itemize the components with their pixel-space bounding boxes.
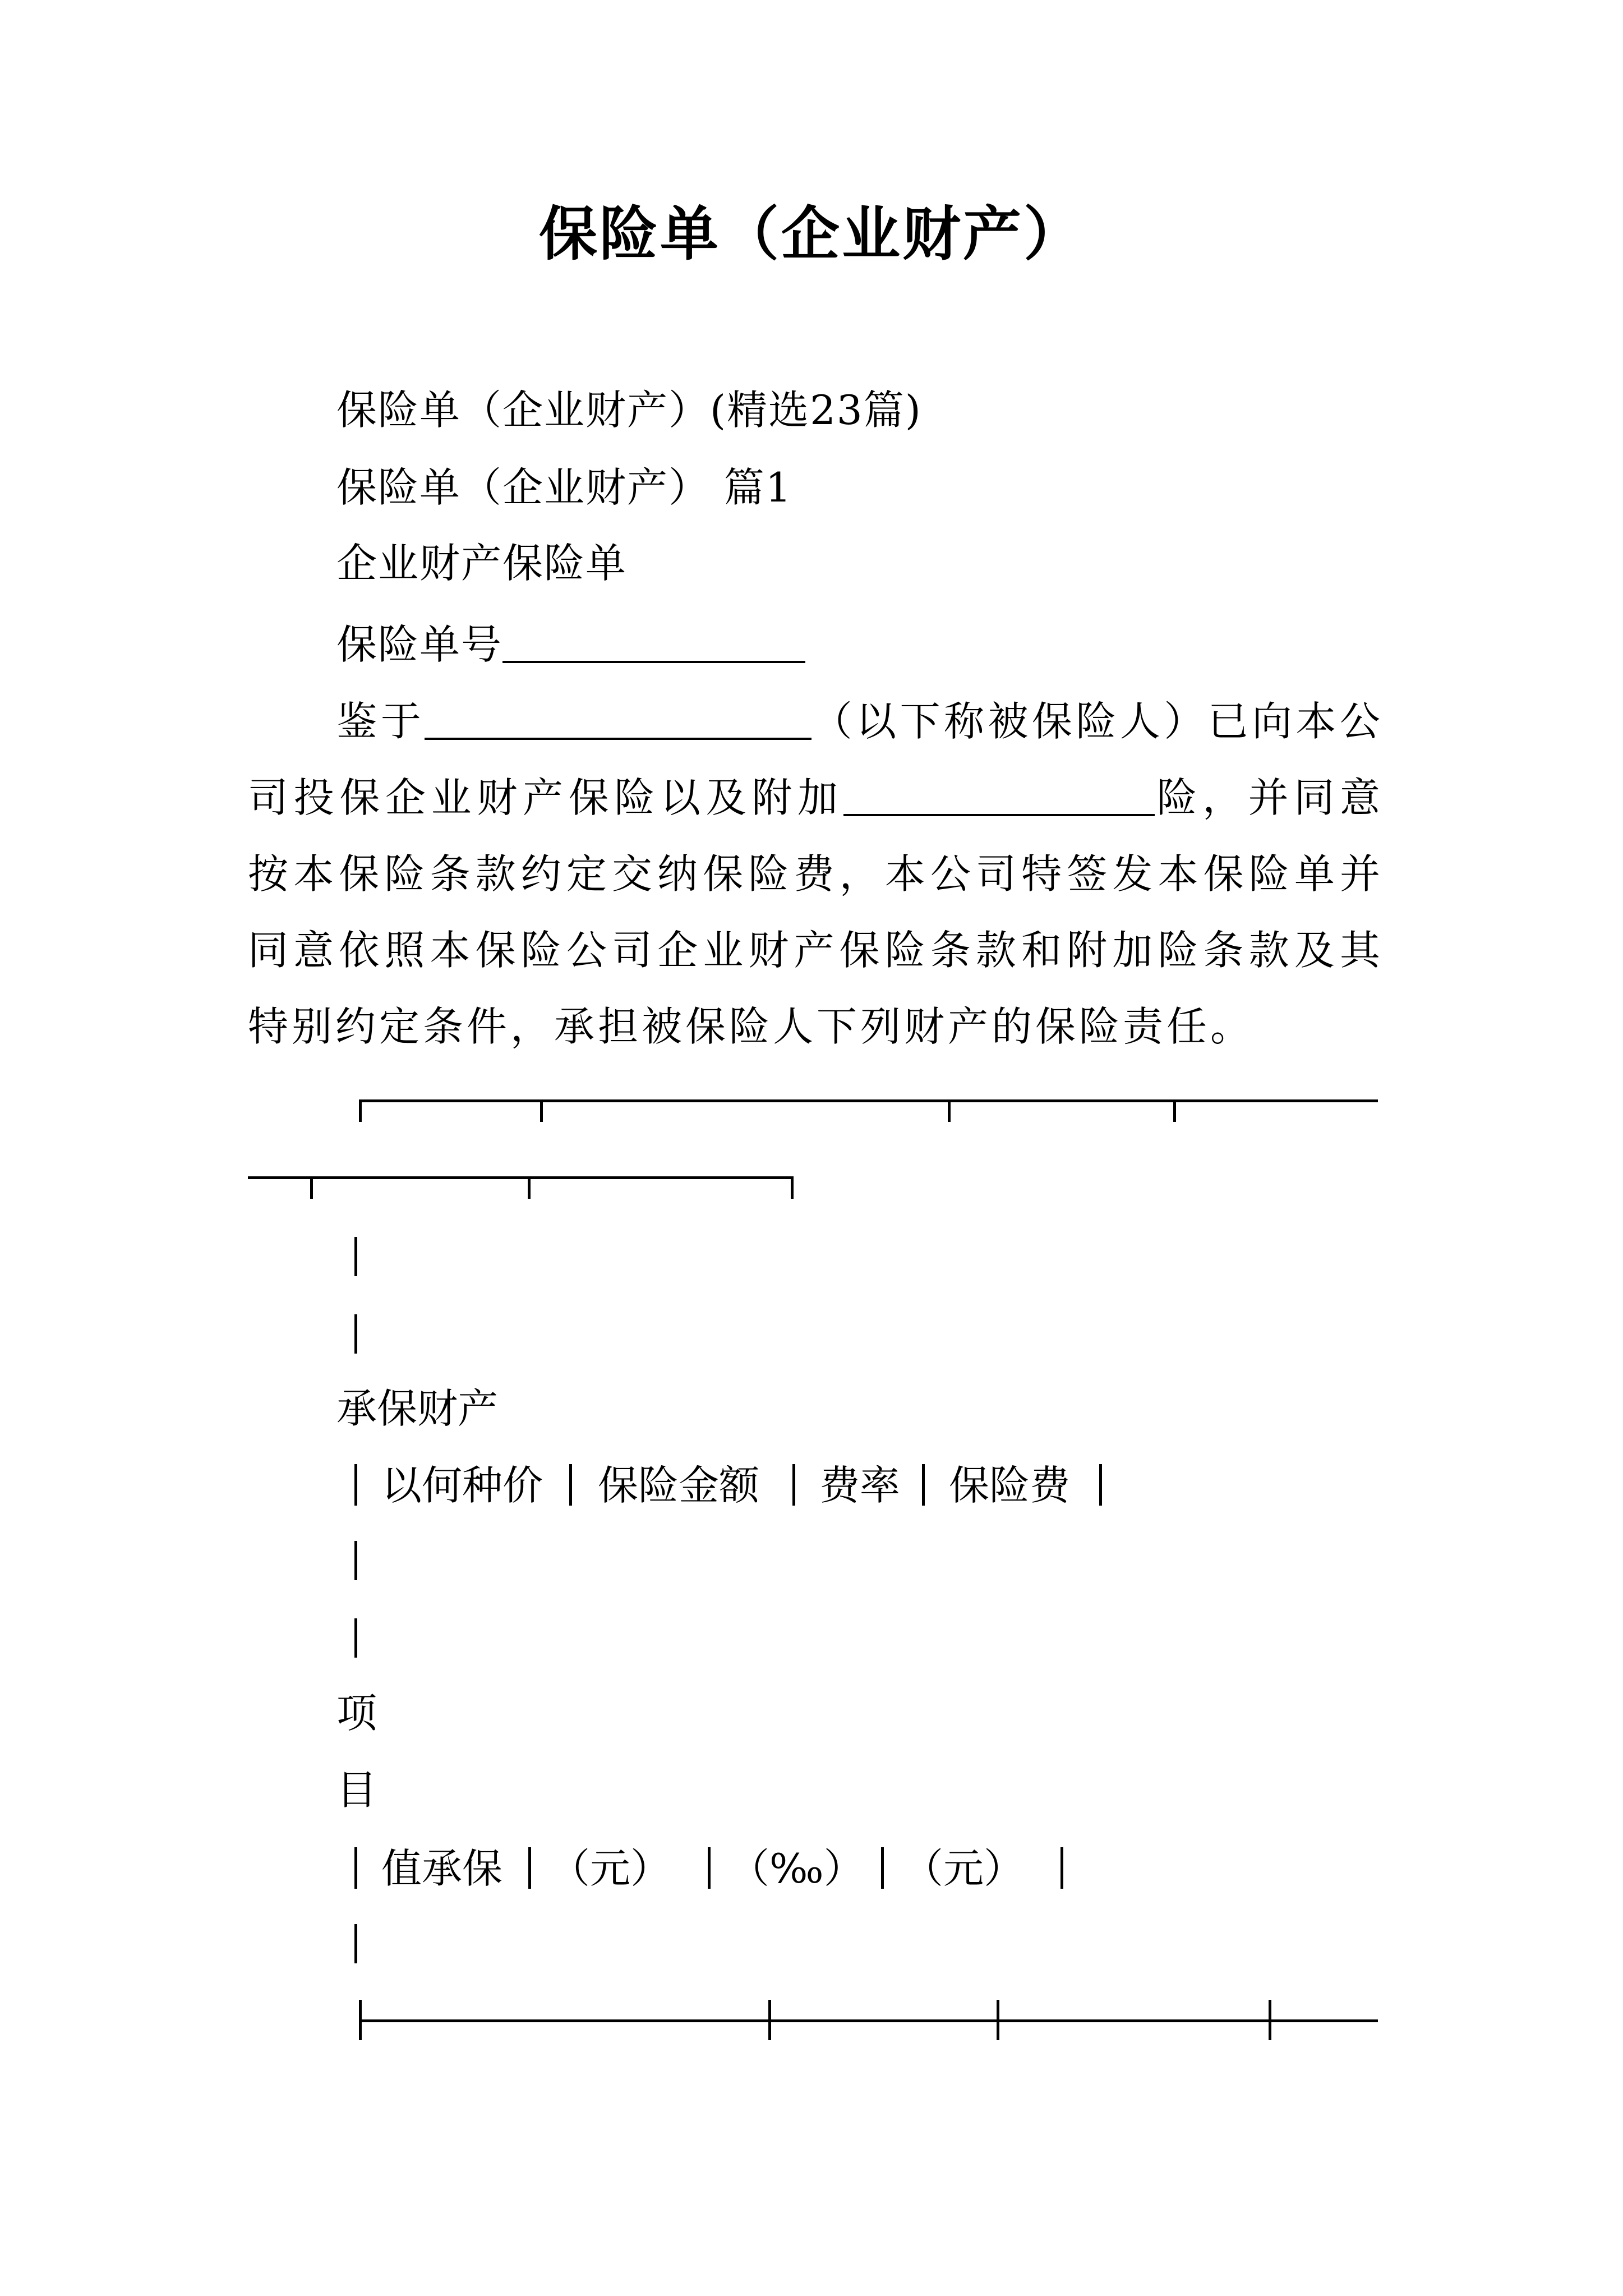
table-vertical-bar — [354, 1924, 357, 1963]
table-row-divider — [359, 2019, 1378, 2022]
table-corner-mark — [791, 1176, 794, 1199]
table-cell-separator — [354, 1847, 357, 1889]
declaration-paragraph — [248, 683, 1384, 1065]
policy-number-line — [336, 620, 805, 668]
table-top-border-wrap — [248, 1176, 793, 1179]
table-tick-mark — [540, 1099, 543, 1122]
document-subtitle: 保险单（企业财产）(精选23篇) — [336, 386, 922, 434]
table-cross-mark — [997, 2000, 999, 2040]
item-label-char-1: 项 — [336, 1690, 377, 1737]
table-tick-mark — [528, 1176, 531, 1199]
header-valuation-basis: 以何种价 — [381, 1462, 543, 1509]
table-top-border — [359, 1099, 1378, 1102]
table-tick-mark — [948, 1099, 951, 1122]
table-vertical-bar — [354, 1618, 357, 1658]
table-cell-separator — [528, 1847, 531, 1889]
property-label: 承保财产 — [336, 1385, 499, 1432]
unit-rate: （‰） — [729, 1845, 864, 1892]
item-label-char-2: 目 — [336, 1766, 377, 1814]
header-rate: 费率 — [819, 1462, 901, 1509]
table-cell-separator — [1099, 1464, 1102, 1506]
table-cell-separator — [569, 1464, 572, 1506]
unit-valuation-basis: 值承保 — [381, 1845, 503, 1892]
table-cell-separator — [1061, 1847, 1063, 1889]
para-prefix: 鉴于 — [336, 698, 425, 745]
header-sum-insured: 保险金额 — [598, 1462, 760, 1509]
table-cell-separator — [354, 1464, 357, 1506]
section-heading: 保险单（企业财产） 篇1 — [336, 464, 792, 511]
unit-premium: （元） — [903, 1845, 1025, 1892]
table-vertical-bar — [354, 1314, 357, 1354]
policy-number-label: 保险单号 — [336, 621, 503, 668]
table-cell-separator — [708, 1847, 711, 1889]
unit-sum-insured: （元） — [550, 1845, 671, 1892]
table-cross-mark — [1269, 2000, 1271, 2040]
table-corner-mark — [359, 1099, 362, 1122]
table-cell-separator — [922, 1464, 925, 1506]
table-tick-mark — [310, 1176, 313, 1199]
table-vertical-bar — [354, 1237, 357, 1276]
policy-number-blank[interactable] — [502, 620, 805, 663]
table-vertical-bar — [354, 1541, 357, 1580]
para-text-1: （以下称被保险人）已向本公司投保企业财产保险以及附加 — [248, 698, 1384, 821]
para-text-2: 险，并同意按本保险条款约定交纳保险费，本公司特签发本保险单并同意依照本保险公司企业财产保险条款和附加险条款及其特别约定条件，承担被保险人下列财产的保险责任。 — [248, 774, 1384, 1050]
additional-insurance-blank[interactable] — [843, 774, 1155, 816]
table-cell-separator — [881, 1847, 884, 1889]
table-cross-mark — [768, 2000, 771, 2040]
document-title: 保险单（企业财产） — [538, 199, 1084, 268]
table-cell-separator — [792, 1464, 795, 1506]
table-cross-mark — [359, 2000, 362, 2040]
form-name: 企业财产保险单 — [336, 540, 628, 587]
insured-name-blank[interactable] — [425, 697, 811, 740]
table-tick-mark — [1173, 1099, 1176, 1122]
header-premium: 保险费 — [949, 1462, 1071, 1509]
